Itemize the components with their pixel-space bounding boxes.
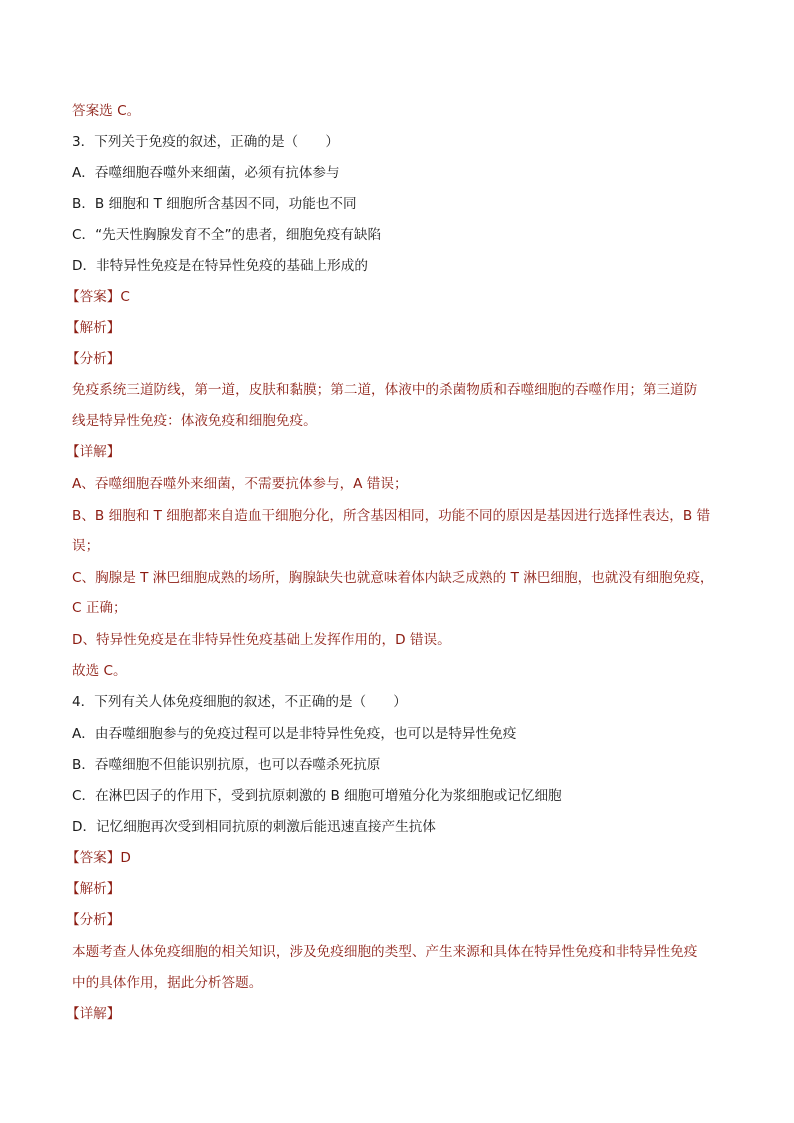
- detail-c-line-1: C、胸腺是 T 淋巴细胞成熟的场所，胸腺缺失也就意味着体内缺乏成熟的 T 淋巴细胞，也就没有细胞免疫，: [72, 570, 714, 586]
- analysis-heading: 【分析】: [66, 351, 121, 367]
- analysis-text-2-line-2: 中的具体作用，据此分析答题。: [72, 975, 263, 991]
- analysis-text-2-line-1: 本题考查人体免疫细胞的相关知识，涉及免疫细胞的类型、产生来源和具体在特异性免疫和非特异性免疫: [72, 944, 698, 960]
- answer-choice-c: 答案选 C。: [72, 103, 141, 119]
- question-4-option-c: C．在淋巴因子的作用下，受到抗原刺激的 B 细胞可增殖分化为浆细胞或记忆细胞: [72, 788, 562, 804]
- detail-c-line-2: C 正确；: [72, 600, 127, 616]
- answer-heading-2: 【答案】D: [66, 850, 131, 866]
- detail-b-line-1: B、B 细胞和 T 细胞都来自造血干细胞分化，所含基因相同，功能不同的原因是基因进行选择性表达，B 错: [72, 508, 711, 524]
- question-3-stem: 3．下列关于免疫的叙述，正确的是（ ）: [72, 134, 339, 150]
- explanation-heading-2: 【解析】: [66, 881, 121, 897]
- detail-b-line-2: 误；: [72, 538, 100, 554]
- question-4-option-b: B．吞噬细胞不但能识别抗原，也可以吞噬杀死抗原: [72, 757, 381, 773]
- question-4-stem: 4．下列有关人体免疫细胞的叙述，不正确的是（ ）: [72, 694, 407, 710]
- final-choice: 故选 C。: [72, 663, 127, 679]
- analysis-text-line-2: 线是特异性免疫：体液免疫和细胞免疫。: [72, 413, 317, 429]
- answer-heading: 【答案】C: [66, 289, 130, 305]
- question-3-option-d: D．非特异性免疫是在特异性免疫的基础上形成的: [72, 258, 368, 274]
- analysis-text-line-1: 免疫系统三道防线，第一道，皮肤和黏膜；第二道，体液中的杀菌物质和吞噬细胞的吞噬作用；第三道防: [72, 382, 698, 398]
- question-4-option-a: A．由吞噬细胞参与的免疫过程可以是非特异性免疫，也可以是特异性免疫: [72, 726, 517, 742]
- details-heading-2: 【详解】: [66, 1006, 121, 1022]
- question-3-option-a: A．吞噬细胞吞噬外来细菌，必须有抗体参与: [72, 165, 340, 181]
- question-3-option-c: C．“先天性胸腺发育不全”的患者，细胞免疫有缺陷: [72, 227, 382, 243]
- analysis-heading-2: 【分析】: [66, 912, 121, 928]
- explanation-heading: 【解析】: [66, 320, 121, 336]
- details-heading: 【详解】: [66, 444, 121, 460]
- question-3-option-b: B．B 细胞和 T 细胞所含基因不同，功能也不同: [72, 196, 357, 212]
- detail-d: D、特异性免疫是在非特异性免疫基础上发挥作用的，D 错误。: [72, 632, 451, 648]
- question-4-option-d: D．记忆细胞再次受到相同抗原的刺激后能迅速直接产生抗体: [72, 819, 436, 835]
- detail-a: A、吞噬细胞吞噬外来细菌，不需要抗体参与，A 错误；: [72, 476, 408, 492]
